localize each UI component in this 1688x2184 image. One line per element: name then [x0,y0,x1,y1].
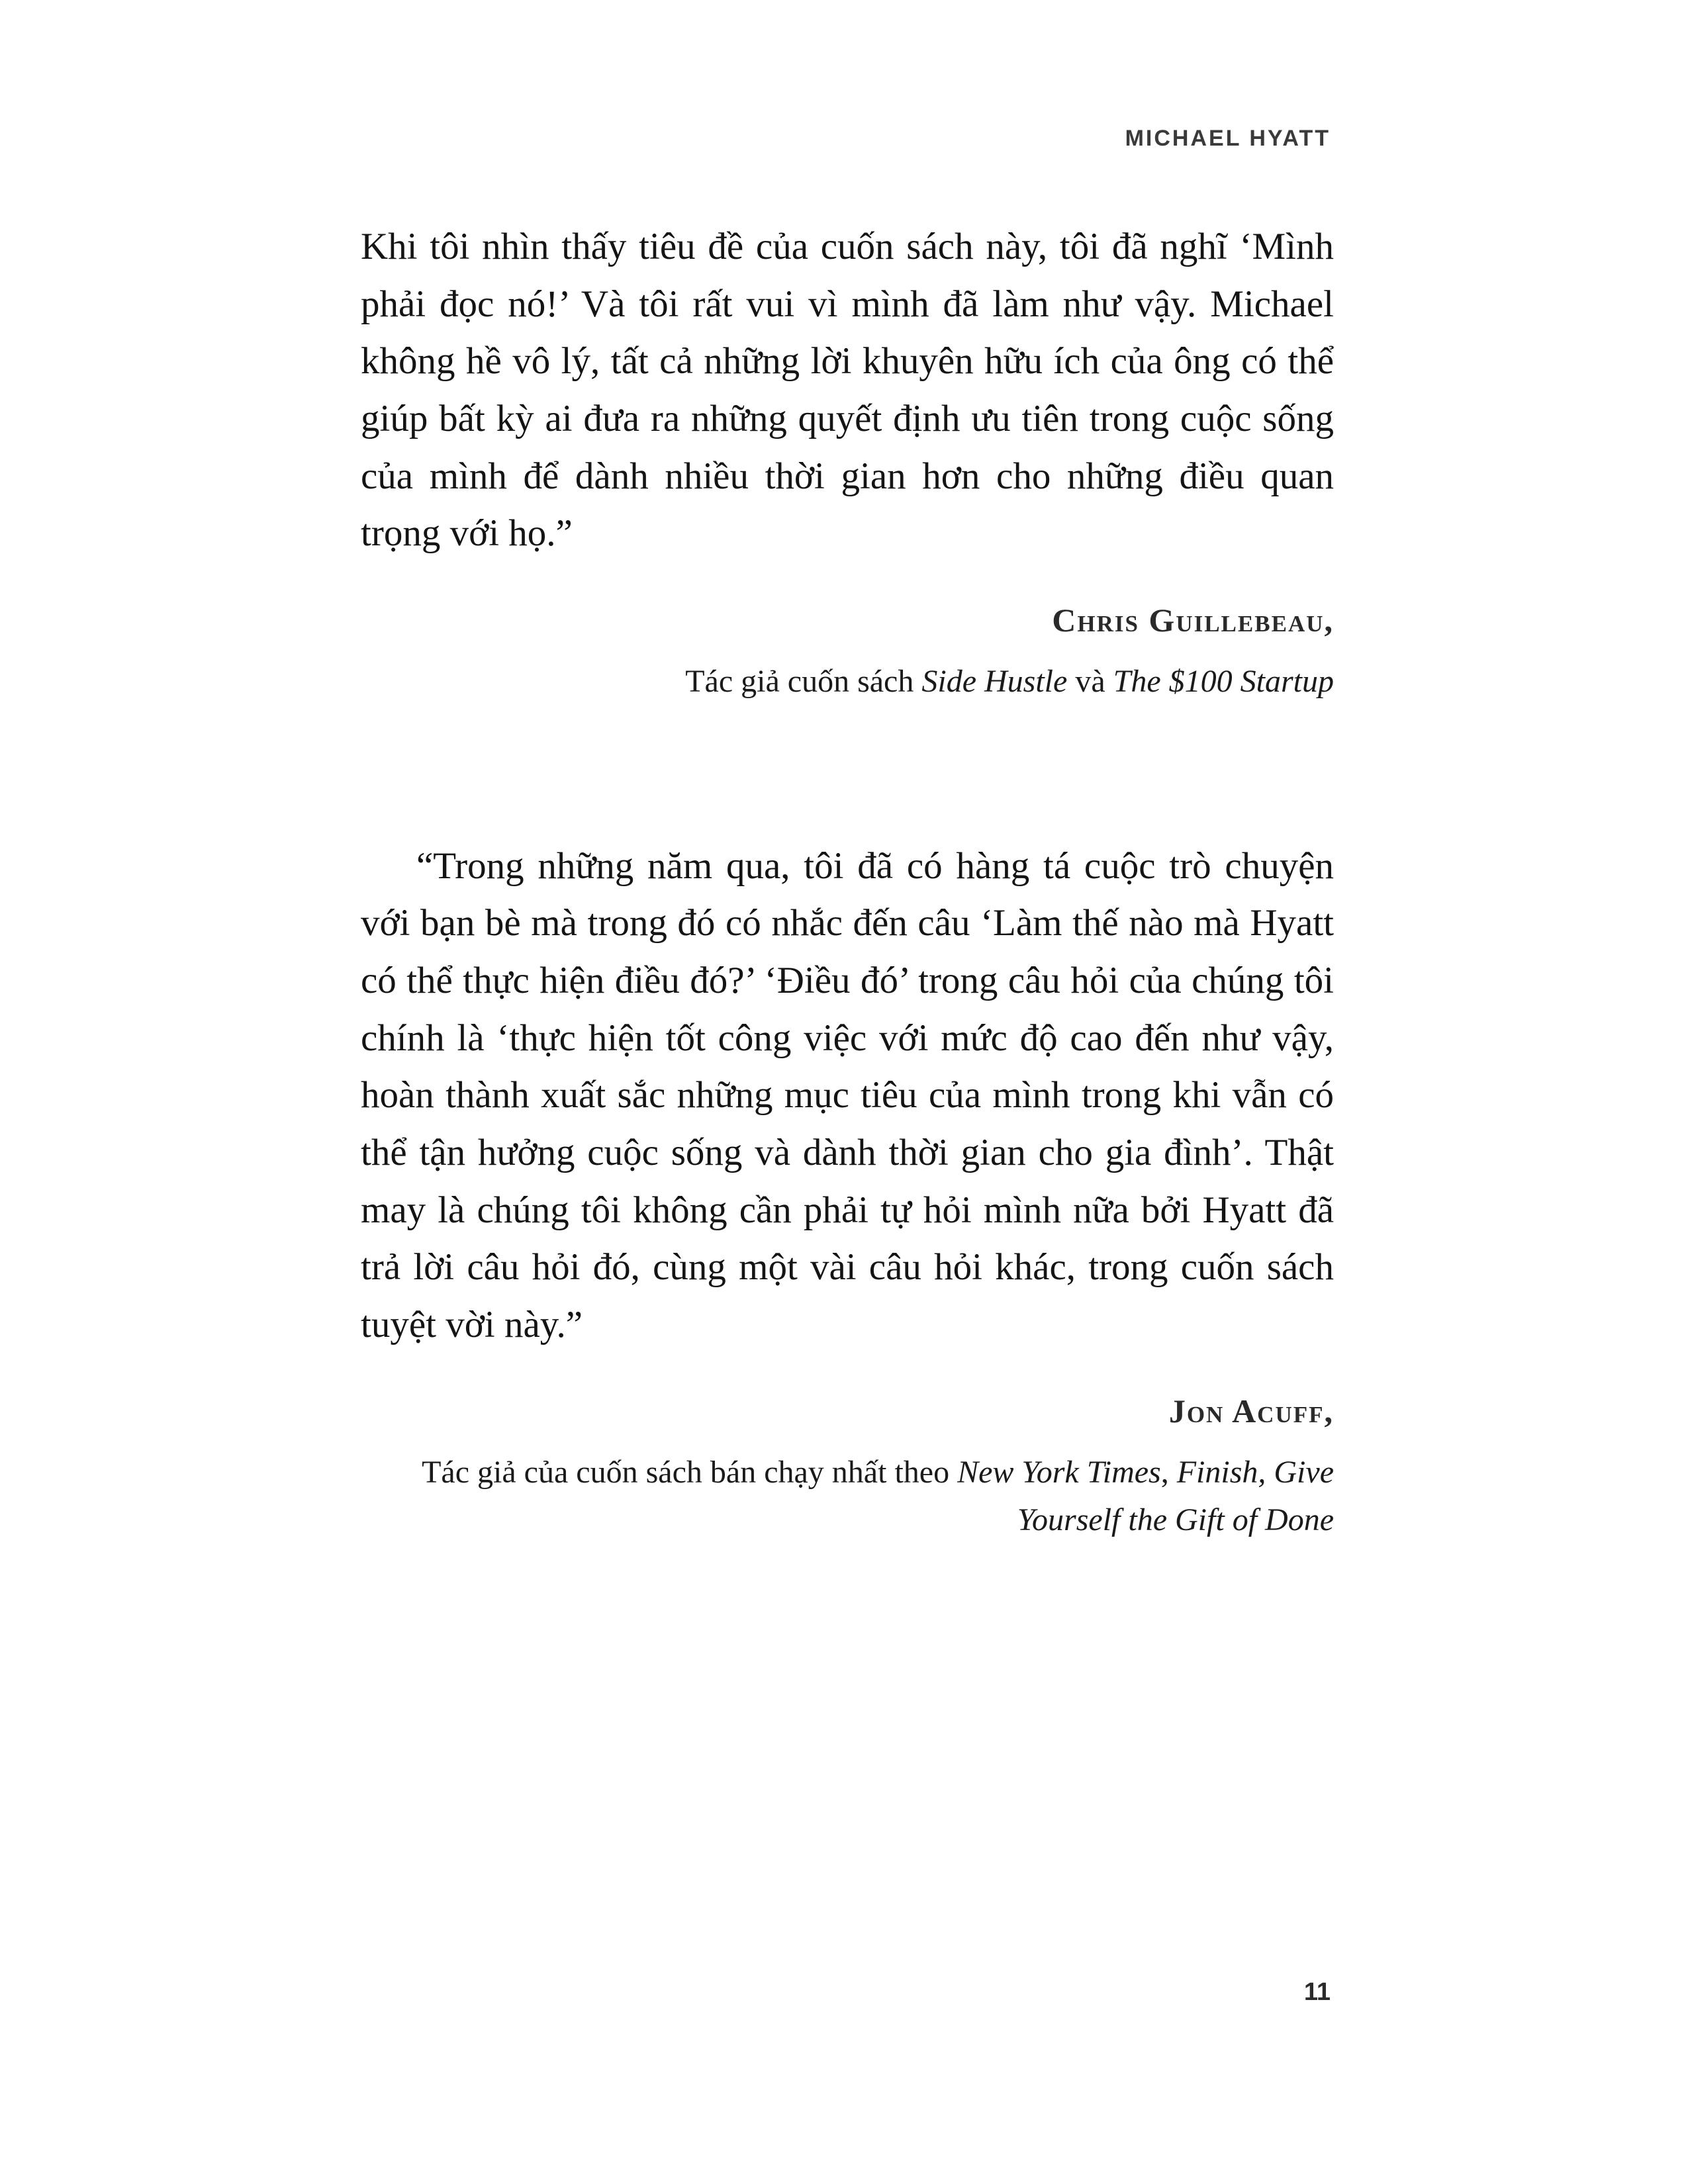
quote-author-role [361,1449,1334,1544]
quote-text: “Trong những năm qua, tôi đã có hàng tá cuộc trò chuyện với bạn bè mà trong đó có nhắc đến câu ‘Làm thế nào mà Hyatt có thể thực hiện điều đó?’ ‘Điều đó’ trong câu hỏi của chúng tôi chính là ‘thực hiện tốt công việc với mức độ cao đến như vậy, hoàn thành xuất sắc những mục tiêu của mình trong khi vẫn có thể tận hưởng cuộc sống và dành thời gian cho gia đình’. Thật may là chúng tôi không cần phải tự hỏi mình nữa bởi Hyatt đã trả lời câu hỏi đó, cùng một vài câu hỏi khác, trong cuốn sách tuyệt vời này.” [361,844,1334,1345]
role-prefix: Tác giả cuốn sách [685,663,922,699]
role-prefix: Tác giả của cuốn sách bán chạy nhất theo [422,1455,958,1490]
endorsement-quote-2 [361,838,1334,1545]
quote-author: Jon Acuff, [1168,1392,1334,1430]
running-head: MICHAEL HYATT [1125,126,1331,151]
role-mid: và [1067,663,1113,699]
quote-text: Khi tôi nhìn thấy tiêu đề của cuốn sách này, tôi đã nghĩ ‘Mình phải đọc nó!’ Và tôi rất vui vì mình đã làm như vậy. Michael không hề vô lý, tất cả những lời khuyên hữu ích của ông có thể giúp bất kỳ ai đưa ra những quyết định ưu tiên trong cuộc sống của mình để dành nhiều thời gian hơn cho những điều quan trọng với họ.” [361,226,1334,555]
page-number: 11 [1303,1978,1331,2006]
role-title-1: Side Hustle [921,663,1068,699]
role-mid: , [1160,1455,1177,1490]
section-spacer [361,705,1334,838]
quote-author: Chris Guillebeau, [1052,601,1334,639]
role-title-2: Finish, Give Yourself the Gift of Done [1017,1455,1334,1538]
endorsement-quote-1 [361,218,1334,705]
page-content [361,218,1334,1544]
role-title-2: The $100 Startup [1113,663,1334,699]
quote-author-role [361,658,1334,705]
role-title-1: New York Times [957,1455,1161,1490]
